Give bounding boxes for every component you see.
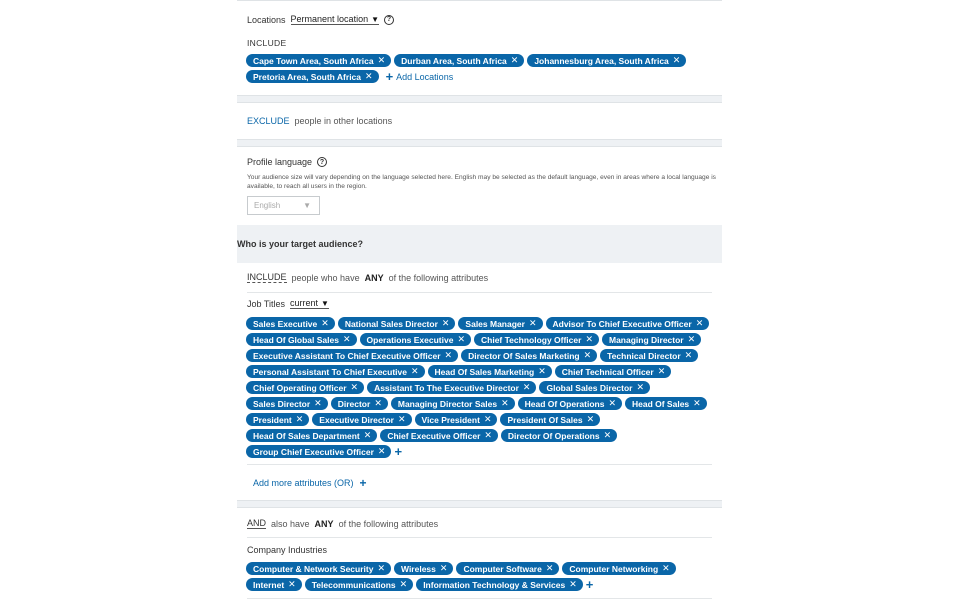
close-icon[interactable]: ✕ — [510, 55, 519, 65]
close-icon[interactable]: ✕ — [662, 563, 670, 573]
filter-pill-label: Director — [337, 398, 371, 409]
close-icon[interactable]: ✕ — [583, 350, 592, 360]
and-attributes-section — [237, 508, 722, 600]
filter-pill[interactable] — [555, 365, 672, 378]
filter-pill[interactable] — [600, 349, 698, 362]
close-icon[interactable]: ✕ — [314, 398, 322, 408]
filter-pill-label: Managing Director — [608, 334, 684, 345]
filter-pill[interactable] — [246, 578, 302, 591]
locations-label-row — [247, 14, 394, 25]
filter-pill-label: Director Of Sales Marketing — [468, 350, 580, 361]
close-icon[interactable]: ✕ — [365, 71, 373, 81]
filter-pill[interactable] — [246, 317, 335, 330]
filter-pill-label: Operations Executive — [366, 334, 454, 345]
exclude-section — [237, 103, 722, 139]
filter-pill[interactable] — [331, 397, 388, 410]
divider — [247, 292, 712, 293]
close-icon[interactable]: ✕ — [585, 334, 593, 344]
include-any: ANY — [364, 272, 384, 283]
include-text-2: of the following attributes — [388, 272, 489, 283]
filter-pill[interactable] — [518, 397, 622, 410]
close-icon[interactable]: ✕ — [603, 430, 612, 440]
exclude-text: people in other locations — [294, 116, 393, 126]
close-icon[interactable]: ✕ — [295, 414, 304, 424]
location-type-value: Permanent location — [290, 14, 369, 24]
filter-pill-label: Durban Area, South Africa — [401, 55, 507, 66]
profile-language-label-row — [247, 157, 327, 167]
filter-pill-label: Head Of Sales Marketing — [434, 366, 535, 377]
filter-pill[interactable] — [474, 333, 599, 346]
close-icon[interactable]: ✕ — [457, 334, 465, 344]
filter-pill-label: Advisor To Chief Executive Officer — [552, 318, 692, 329]
close-icon[interactable]: ✕ — [363, 430, 372, 440]
filter-pill-label: Computer Software — [463, 563, 542, 574]
filter-pill-label: Director Of Operations — [507, 430, 600, 441]
and-any: ANY — [314, 518, 334, 529]
include-text-1: people who have — [291, 272, 360, 283]
close-icon[interactable]: ✕ — [439, 563, 448, 573]
add-locations-label: Add Locations — [396, 71, 454, 82]
filter-pill[interactable] — [246, 70, 379, 83]
filter-pill[interactable] — [415, 413, 498, 426]
and-text-2: of the following attributes — [338, 518, 439, 529]
filter-pill[interactable] — [312, 413, 411, 426]
filter-pill-label: Head Of Sales — [631, 398, 690, 409]
filter-pill-label: Vice President — [421, 414, 480, 425]
close-icon[interactable]: ✕ — [288, 579, 296, 589]
close-icon[interactable]: ✕ — [693, 398, 701, 408]
exclude-link[interactable]: EXCLUDE — [247, 116, 290, 126]
filter-pill-label: Head Of Operations — [524, 398, 605, 409]
filter-pill[interactable] — [546, 317, 710, 330]
filter-pill[interactable] — [380, 429, 498, 442]
plus-icon[interactable]: + — [394, 444, 403, 459]
filter-pill[interactable] — [428, 365, 552, 378]
filter-pill[interactable] — [394, 54, 524, 67]
language-select-value: English — [254, 201, 281, 210]
plus-icon[interactable]: + — [585, 577, 594, 592]
profile-language-section — [237, 147, 722, 225]
filter-pill-label: Pretoria Area, South Africa — [253, 71, 362, 82]
and-attributes-row — [247, 518, 438, 529]
job-titles-dropdown-value: current — [290, 298, 319, 308]
plus-icon: + — [385, 69, 394, 84]
filter-pill[interactable] — [360, 333, 471, 346]
close-icon[interactable]: ✕ — [483, 414, 492, 424]
filter-pill[interactable] — [246, 365, 425, 378]
exclude-row — [247, 116, 392, 126]
audience-heading-band — [237, 225, 722, 263]
close-icon[interactable]: ✕ — [672, 55, 681, 65]
close-icon[interactable]: ✕ — [377, 563, 385, 573]
close-icon[interactable]: ✕ — [545, 563, 554, 573]
close-icon[interactable]: ✕ — [636, 382, 644, 392]
close-icon[interactable]: ✕ — [569, 579, 577, 589]
filter-pill-label: Cape Town Area, South Africa — [253, 55, 374, 66]
close-icon[interactable]: ✕ — [538, 366, 546, 376]
location-type-dropdown[interactable] — [291, 14, 379, 25]
close-icon[interactable]: ✕ — [522, 382, 531, 392]
filter-pill[interactable] — [458, 317, 542, 330]
filter-pill-label: Sales Manager — [465, 318, 525, 329]
filter-pill-label: Computer & Network Security — [253, 563, 374, 574]
profile-language-label: Profile language — [247, 157, 313, 167]
locations-label: Locations — [247, 14, 286, 25]
filter-pill-label: Sales Director — [253, 398, 311, 409]
filter-pill-label: Group Chief Executive Officer — [253, 446, 374, 457]
filter-pill-label: National Sales Director — [344, 318, 438, 329]
language-select[interactable] — [247, 196, 320, 215]
filter-pill-label: Global Sales Director — [546, 382, 633, 393]
section-divider — [237, 500, 722, 508]
filter-pill-label: President — [253, 414, 292, 425]
chevron-down-icon: ▼ — [321, 298, 329, 308]
location-pills — [246, 54, 716, 83]
filter-pill-label: Technical Director — [607, 350, 681, 361]
add-more-attributes-label: Add more attributes (OR) — [253, 478, 354, 488]
close-icon[interactable]: ✕ — [374, 398, 382, 408]
filter-pill[interactable] — [246, 562, 391, 575]
add-more-attributes-button[interactable] — [253, 477, 367, 489]
job-titles-dropdown[interactable] — [290, 298, 329, 309]
close-icon[interactable]: ✕ — [399, 579, 408, 589]
add-locations-button[interactable] — [386, 70, 454, 83]
filter-pill-label: Internet — [253, 579, 285, 590]
close-icon[interactable]: ✕ — [441, 318, 450, 328]
audience-heading: Who is your target audience? — [237, 239, 364, 249]
divider — [247, 464, 712, 465]
and-text-1: also have — [271, 518, 310, 529]
filter-pill-label: Chief Executive Officer — [387, 430, 481, 441]
close-icon[interactable]: ✕ — [687, 334, 696, 344]
filter-pill[interactable] — [246, 413, 309, 426]
filter-pill-label: Executive Director — [319, 414, 394, 425]
filter-pill[interactable] — [461, 349, 597, 362]
close-icon[interactable]: ✕ — [608, 398, 616, 408]
filter-pill-label: Head Of Global Sales — [253, 334, 339, 345]
close-icon[interactable]: ✕ — [684, 350, 693, 360]
close-icon[interactable]: ✕ — [397, 414, 406, 424]
close-icon[interactable]: ✕ — [377, 55, 386, 65]
close-icon[interactable]: ✕ — [586, 414, 595, 424]
profile-language-description: Your audience size will vary depending on the language selected here. English may be selected as the default language, even in areas where a local language is available, to reach all users in the region. — [247, 174, 716, 190]
close-icon[interactable]: ✕ — [501, 398, 509, 408]
filter-pill-label: Chief Technology Officer — [481, 334, 582, 345]
close-icon[interactable]: ✕ — [484, 430, 492, 440]
job-titles-label: Job Titles — [247, 298, 286, 309]
filter-pill[interactable] — [367, 381, 536, 394]
locations-include-label: INCLUDE — [247, 38, 287, 48]
filter-pill-label: Executive Assistant To Chief Executive Officer — [253, 350, 441, 361]
filter-pill-label: Personal Assistant To Chief Executive — [253, 366, 407, 377]
include-attributes-section — [237, 263, 722, 500]
locations-section — [237, 0, 722, 95]
filter-pill-label: Computer Networking — [569, 563, 659, 574]
filter-pill[interactable] — [500, 413, 600, 426]
industries-label-row — [247, 545, 327, 555]
filter-pill-label: Johannesburg Area, South Africa — [534, 55, 669, 66]
close-icon[interactable]: ✕ — [695, 318, 704, 328]
divider — [247, 537, 712, 538]
filter-pill[interactable] — [246, 429, 377, 442]
industries-label: Company Industries — [247, 545, 328, 555]
filter-pill[interactable] — [246, 333, 357, 346]
filter-pill[interactable] — [338, 317, 456, 330]
filter-pill[interactable] — [305, 578, 413, 591]
filter-pill-label: Wireless — [401, 563, 436, 574]
close-icon[interactable]: ✕ — [350, 382, 359, 392]
industry-pills — [246, 562, 701, 591]
filter-pill[interactable] — [246, 349, 458, 362]
filter-pill-label: Chief Operating Officer — [253, 382, 347, 393]
close-icon[interactable]: ✕ — [377, 446, 386, 456]
chevron-down-icon: ▼ — [371, 14, 379, 24]
job-title-pills — [246, 317, 711, 458]
job-titles-label-row — [247, 298, 329, 309]
filter-pill[interactable] — [562, 562, 675, 575]
filter-pill[interactable] — [246, 445, 391, 458]
section-divider — [237, 95, 722, 103]
filter-pill[interactable] — [456, 562, 559, 575]
filter-pill[interactable] — [246, 397, 328, 410]
targeting-panel — [237, 0, 722, 600]
include-attributes-row — [247, 272, 488, 283]
filter-pill-label: Assistant To The Executive Director — [374, 382, 519, 393]
filter-pill[interactable] — [394, 562, 453, 575]
filter-pill-label: President Of Sales — [507, 414, 583, 425]
filter-pill[interactable] — [625, 397, 707, 410]
filter-pill-label: Managing Director Sales — [397, 398, 498, 409]
divider — [247, 598, 712, 599]
filter-pill[interactable] — [527, 54, 686, 67]
plus-icon: + — [359, 476, 367, 490]
filter-pill[interactable] — [246, 381, 364, 394]
help-icon[interactable]: ? — [384, 15, 394, 25]
include-keyword[interactable]: INCLUDE — [247, 272, 287, 282]
filter-pill[interactable] — [539, 381, 650, 394]
filter-pill[interactable] — [602, 333, 701, 346]
help-icon[interactable]: ? — [317, 157, 327, 167]
close-icon[interactable]: ✕ — [321, 318, 329, 328]
close-icon[interactable]: ✕ — [342, 334, 351, 344]
chevron-down-icon: ▼ — [303, 201, 311, 210]
and-keyword[interactable]: AND — [247, 518, 267, 528]
filter-pill[interactable] — [246, 54, 391, 67]
section-divider — [237, 139, 722, 147]
filter-pill[interactable] — [416, 578, 583, 591]
filter-pill-label: Head Of Sales Department — [253, 430, 360, 441]
close-icon[interactable]: ✕ — [657, 366, 666, 376]
filter-pill[interactable] — [391, 397, 515, 410]
close-icon[interactable]: ✕ — [411, 366, 419, 376]
filter-pill-label: Sales Executive — [253, 318, 318, 329]
filter-pill-label: Telecommunications — [311, 579, 396, 590]
filter-pill[interactable] — [501, 429, 617, 442]
close-icon[interactable]: ✕ — [444, 350, 453, 360]
close-icon[interactable]: ✕ — [528, 318, 537, 328]
filter-pill-label: Chief Technical Officer — [561, 366, 654, 377]
filter-pill-label: Information Technology & Services — [423, 579, 566, 590]
